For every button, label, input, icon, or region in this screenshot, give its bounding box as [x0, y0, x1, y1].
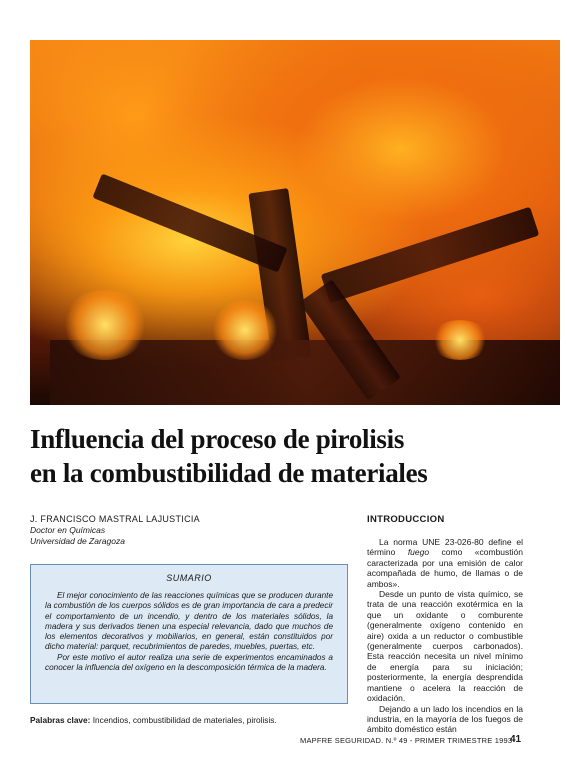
intro-paragraph-1: [367, 537, 523, 589]
ember-glow: [430, 320, 490, 360]
intro-p1-start: La norma UNE 23-026-80 define el término: [367, 537, 523, 558]
introduction-column: [367, 514, 523, 735]
summary-heading: SUMARIO: [166, 573, 212, 583]
article-title: [30, 422, 550, 490]
burning-log: [321, 207, 540, 304]
summary-paragraph-1: El mejor conocimiento de las reacciones químicas que se producen durante la combustión de los cuerpos sólidos es de gran importancia de cara a predecir el comportamiento de un incendio, y dentro de los materiales sólidos, la madera y sus derivados tienen una especial relevancia, dado que muchos de los elementos decorativos y mobiliarios, en general, están constituidos por dicho material: parquet, recubrimientos de paredes, muebles, puertas, etc.: [45, 591, 333, 652]
title-line-2: en la combustibilidad de materiales: [30, 458, 428, 488]
intro-paragraph-2: Desde un punto de vista químico, se trata de una reacción exotérmica en la que un oxidante o comburente (generalmente oxígeno contenido en aire) oxida a un reductor o combustible (generalmente cuerpos carbonados). Esta reacción necesita un nivel mínimo de energía para su iniciación; posteriormente, la energía desprendida mantiene o acelera la reacción de oxidación.: [367, 589, 523, 704]
intro-paragraph-3: Dejando a un lado los incendios en la industria, en la mayoría de los fuegos de ámbito doméstico están: [367, 703, 523, 735]
author-affiliation: Universidad de Zaragoza: [30, 536, 125, 546]
title-line-1: Influencia del proceso de pirolisis: [30, 424, 405, 454]
summary-box: [30, 564, 348, 704]
keywords: [30, 715, 350, 725]
intro-p1-end: como «combustión caracterizada por una emisión de calor acompañada de humo, de llamas o de ambos».: [367, 547, 523, 589]
summary-paragraph-2: Por este motivo el autor realiza una serie de experimentos encaminados a conocer la influencia del oxígeno en la descomposición térmica de la madera.: [45, 652, 333, 673]
author-name: J. FRANCISCO MASTRAL LAJUSTICIA: [30, 514, 200, 524]
author-block: [30, 514, 330, 547]
intro-p1-term: fuego: [407, 547, 430, 558]
journal-footer: MAPFRE SEGURIDAD. N.º 49 - PRIMER TRIMESTRE 1993: [300, 736, 513, 745]
keywords-text: Incendios, combustibilidad de materiales, pirolisis.: [92, 715, 277, 725]
author-degree: Doctor en Químicas: [30, 525, 106, 535]
ember-glow: [60, 290, 150, 360]
page-number: 41: [510, 734, 522, 745]
keywords-label: Palabras clave:: [30, 715, 91, 725]
introduction-heading: INTRODUCCION: [367, 514, 445, 525]
fire-photo: [30, 40, 560, 405]
ember-glow: [210, 300, 280, 360]
